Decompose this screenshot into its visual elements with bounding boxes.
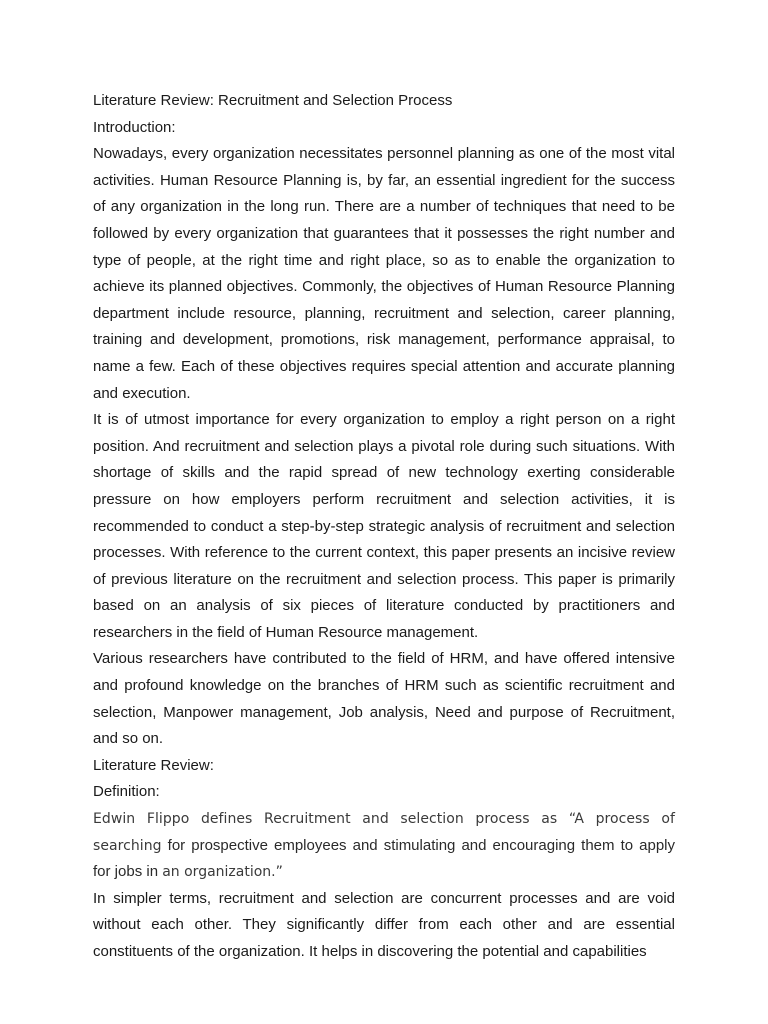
paragraph-intro-3: Various researchers have contributed to the field of HRM, and have offered intensive and profound knowledge on the branches of HRM such as scientific recruitment and selection, Manpower management, Job analysis, Need and purpose of Recruitment, and so on. xyxy=(93,650,675,748)
introduction-heading: Introduction: xyxy=(93,118,176,136)
quote-line-1: Edwin Flippo defines Recruitment and selection process as “A process of searching xyxy=(93,811,675,854)
paragraph-closing: In simpler terms, recruitment and selection are concurrent processes and are void without each other. They significantly differ from each other and are essential constituents of the organization. It helps in discovering the potential and capabilities xyxy=(93,889,675,960)
paragraph-intro-2: It is of utmost importance for every organization to employ a right person on a right position. And recruitment and selection plays a pivotal role during such situations. With shortage of skills and the rapid spread of new technology exerting considerable pressure on how employers perform recruitment and selection activities, it is recommended to conduct a step-by-step strategic analysis of recruitment and selection processes. With reference to the current context, this paper presents an incisive review of previous literature on the recruitment and selection process. This paper is primarily based on an analysis of six pieces of literature conducted by practitioners and researchers in the field of Human Resource management. xyxy=(93,411,675,641)
document-page xyxy=(93,88,675,966)
quote-line-3: an organization.” xyxy=(162,864,283,881)
paragraph-intro-1: Nowadays, every organization necessitates personnel planning as one of the most vital activities. Human Resource Planning is, by far, an essential ingredient for the success of any organization in the long run. There are a number of techniques that need to be followed by every organization that guarantees that it possesses the right number and type of people, at the right time and right place, so as to enable the organization to achieve its planned objectives. Commonly, the objectives of Human Resource Planning department include resource, planning, recruitment and selection, career planning, training and development, promotions, risk management, performance appraisal, to name a few. Each of these objectives requires special attention and accurate planning and execution. xyxy=(93,145,675,402)
literature-review-heading: Literature Review: xyxy=(93,756,214,774)
quote-line-2: for prospective employees and stimulating and encouraging them to apply for jobs in xyxy=(93,836,675,881)
document-title: Literature Review: Recruitment and Selection Process xyxy=(93,92,453,109)
definition-heading: Definition: xyxy=(93,783,160,801)
definition-quote xyxy=(93,806,675,886)
